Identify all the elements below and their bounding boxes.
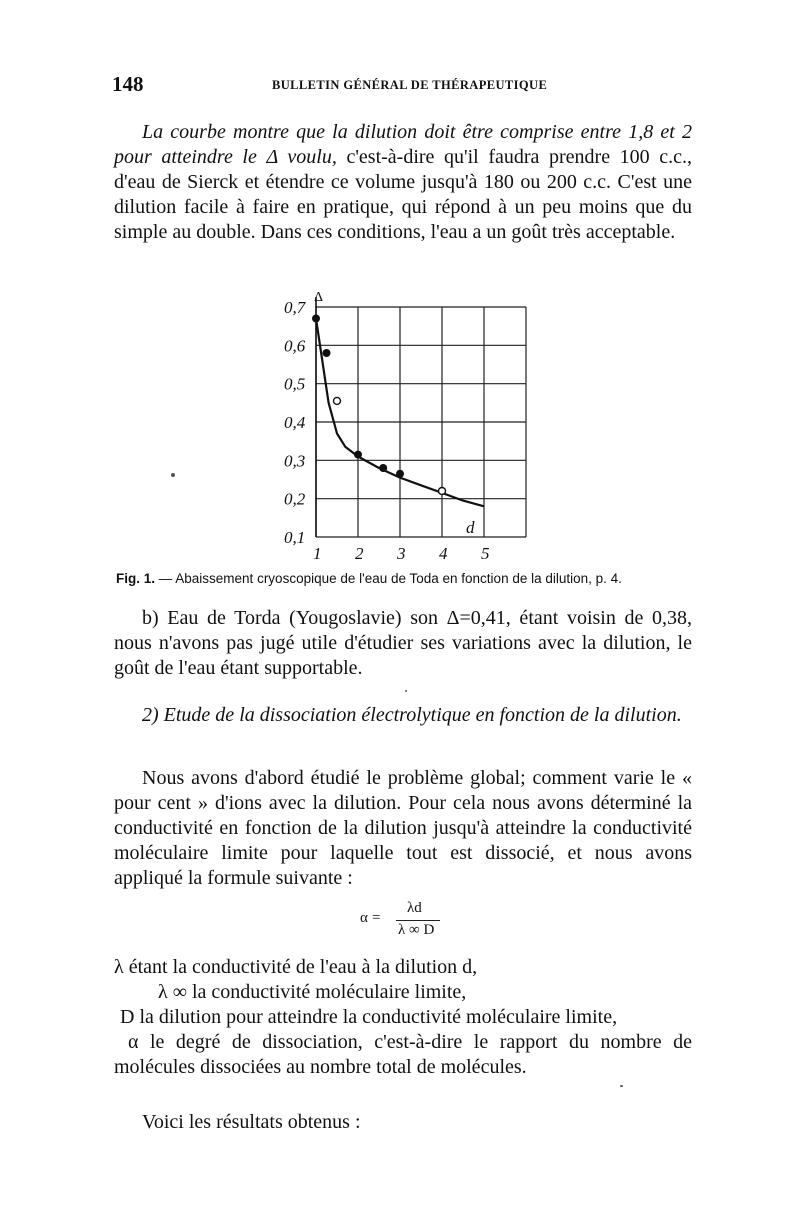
data-point-filled (323, 349, 331, 357)
y-tick-label: 0,5 (284, 374, 306, 394)
caption-text: — Abaissement cryoscopique de l'eau de Toda en fonction de la dilution, p. 4. (155, 571, 622, 586)
data-point-filled (379, 464, 387, 472)
y-axis-label: Δ (314, 290, 324, 305)
paragraph-method (114, 766, 692, 891)
formula-alpha: α (360, 910, 368, 926)
data-point-open (439, 488, 446, 495)
data-point-filled (312, 315, 320, 323)
y-tick-label: 0,7 (284, 298, 306, 317)
fraction-bar (396, 920, 440, 921)
x-tick-label: 1 (313, 544, 322, 563)
data-point-filled (396, 470, 404, 478)
formula-denominator: λ ∞ D (398, 922, 435, 938)
section-heading-2 (114, 703, 692, 728)
italic-sentence: La courbe montre que la dilution doit être comprise entre 1,8 et 2 pour atteindre le Δ voulu, (114, 121, 692, 168)
definitions-list (114, 955, 692, 1080)
definition-lambda: λ étant la conductivité de l'eau à la dilution d, (114, 956, 478, 978)
paragraph-b-text: b) Eau de Torda (Yougoslavie) son Δ=0,41, étant voisin de 0,38, nous n'avons pas jugé utile d'étudier ses variations avec la dilution, le goût de l'eau étant supportable. (114, 607, 692, 679)
y-tick-label: 0,3 (284, 451, 306, 471)
figure-1-chart (270, 280, 540, 570)
y-tick-label: 0,2 (284, 489, 306, 509)
paragraph-torda-water (114, 606, 692, 681)
print-speck (171, 473, 175, 477)
cryoscopic-curve-chart (270, 280, 540, 570)
x-tick-label: 5 (481, 544, 490, 563)
dissociation-formula (360, 900, 460, 940)
x-tick-label: 3 (397, 544, 406, 563)
definition-lambda-infinity: λ ∞ la conductivité moléculaire limite, (158, 981, 467, 1003)
x-tick-label: 2 (355, 544, 364, 563)
data-point-open (334, 397, 341, 404)
y-tick-label: 0,6 (284, 336, 306, 356)
results-intro-text: Voici les résultats obtenus : (142, 1111, 361, 1133)
y-tick-label: 0,1 (284, 528, 306, 547)
paragraph-dilution-conclusion (114, 120, 692, 245)
formula-equals: = (372, 910, 381, 926)
running-head: BULLETIN GÉNÉRAL DE THÉRAPEUTIQUE (272, 78, 548, 92)
figure-label: Fig. 1. (116, 571, 156, 586)
section-heading-text: 2) Etude de la dissociation électrolytique en fonction de la dilution. (142, 704, 682, 726)
definition-d: D la dilution pour atteindre la conductivité moléculaire limite, (120, 1006, 618, 1028)
x-tick-label: 4 (439, 544, 448, 563)
paragraph-results-intro (114, 1110, 692, 1135)
x-axis-label: d (466, 518, 475, 537)
roman-sentence: c'est-à-dire qu'il faudra prendre 100 c.c., d'eau de Sierck et étendre ce volume jusqu'à 180 ou 200 c.c. C'est une dilution facile à faire en pratique, qui répond à un peu moins que du simple au double. Dans ces conditions, l'eau a un goût très acceptable. (114, 146, 693, 243)
page-number: 148 (112, 72, 144, 96)
print-speck (620, 1085, 623, 1087)
print-speck (405, 690, 407, 692)
y-tick-label: 0,4 (284, 413, 306, 432)
paragraph-method-text: Nous avons d'abord étudié le problème global; comment varie le « pour cent » d'ions avec la dilution. Pour cela nous avons déterminé la conductivité en fonction de la dilution jusqu'à atteindre la conductivité moléculaire limite pour laquelle tout est dissocié, et nous avons appliqué la formule suivante : (114, 767, 692, 889)
definition-alpha: α le degré de dissociation, c'est-à-dire le rapport du nombre de molécules dissociées au nombre total de molécules. (114, 1031, 692, 1078)
data-point-filled (354, 451, 362, 459)
page-header (112, 72, 692, 100)
figure-caption (116, 571, 696, 586)
formula-numerator: λd (407, 900, 422, 916)
